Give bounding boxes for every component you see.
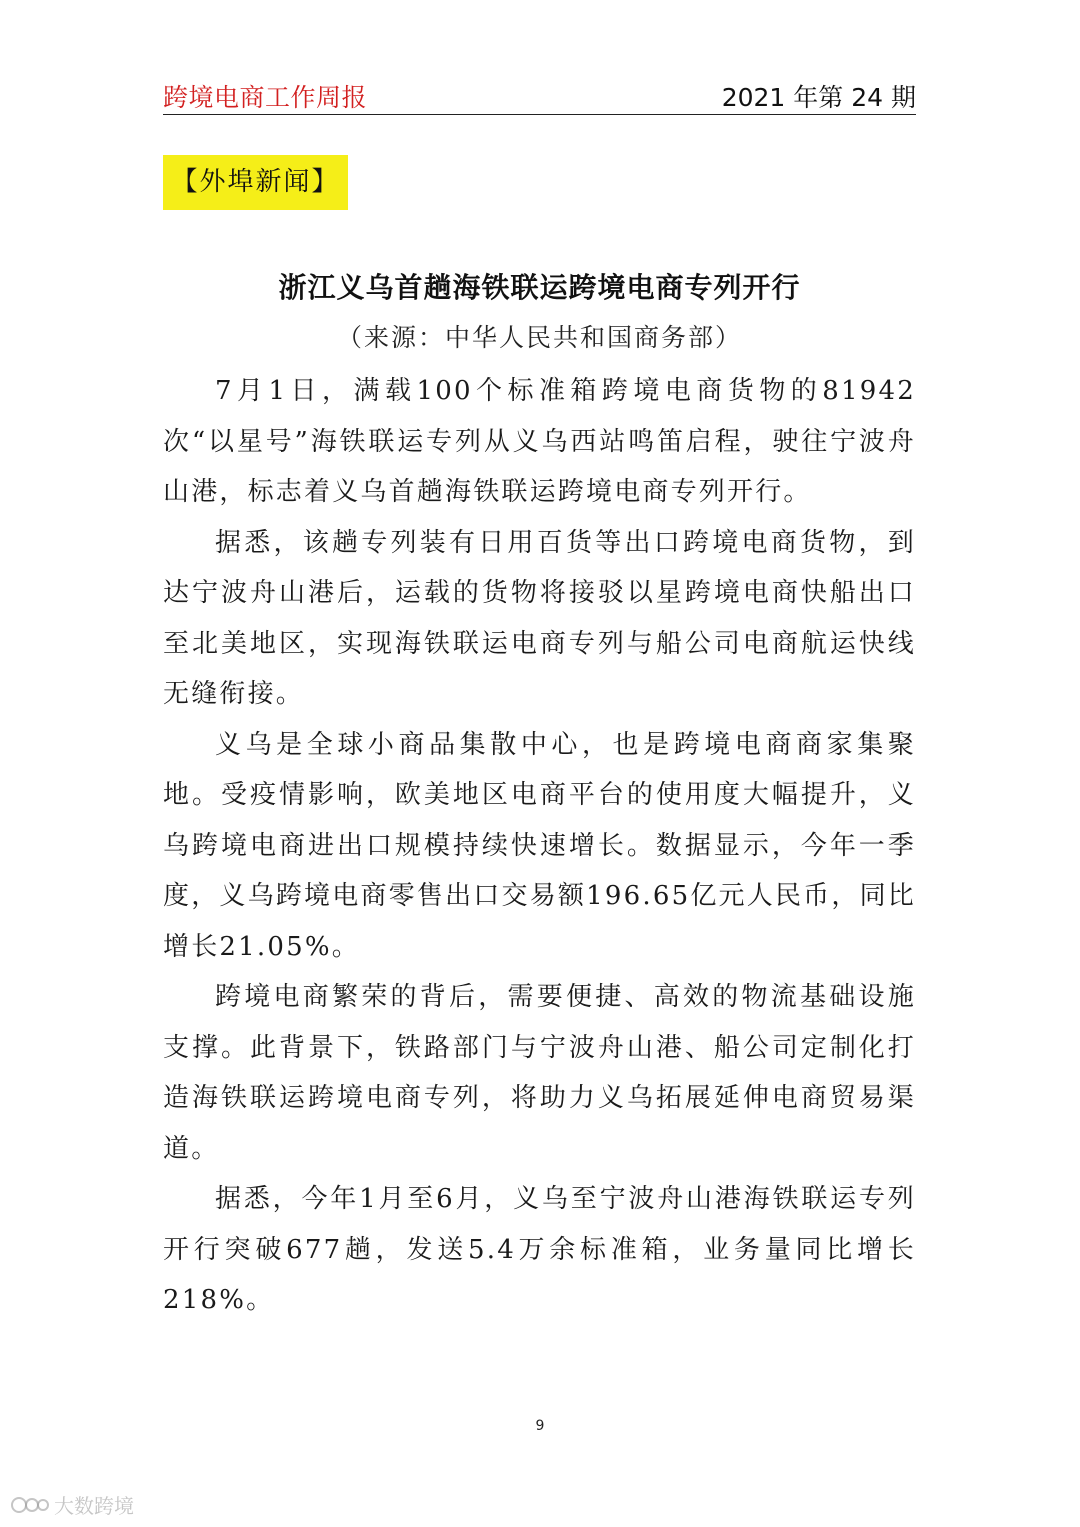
paragraph: 7月1日，满载100个标准箱跨境电商货物的81942次“以星号”海铁联运专列从义乌西站鸣笛启程，驶往宁波舟山港，标志着义乌首趟海铁联运跨境电商专列开行。 — [163, 376, 916, 507]
page-number: 9 — [535, 1418, 545, 1434]
watermark — [10, 1490, 134, 1519]
article-source: （来源：中华人民共和国商务部） — [336, 323, 742, 352]
article-title: 浙江义乌首趟海铁联运跨境电商专列开行 — [278, 271, 801, 304]
paragraph: 据悉，今年1月至6月，义乌至宁波舟山港海铁联运专列开行突破677趟，发送5.4万余标准箱，业务量同比增长218%。 — [163, 1184, 916, 1315]
paragraph: 义乌是全球小商品集散中心，也是跨境电商商家集聚地。受疫情影响，欧美地区电商平台的使用度大幅提升，义乌跨境电商进出口规模持续快速增长。数据显示，今年一季度，义乌跨境电商零售出口交易额196.65亿元人民币，同比增长21.05%。 — [163, 729, 916, 962]
document-header — [163, 74, 916, 115]
issue-number: 2021 年第 24 期 — [721, 83, 916, 112]
paragraph: 据悉，该趟专列装有日用百货等出口跨境电商货物，到达宁波舟山港后，运载的货物将接驳以星跨境电商快船出口至北美地区，实现海铁联运电商专列与船公司电商航运快线无缝衔接。 — [163, 527, 916, 709]
publication-name: 跨境电商工作周报 — [163, 83, 368, 112]
article-body — [163, 366, 916, 1326]
section-tag: 【外埠新闻】 — [163, 155, 348, 210]
paragraph: 跨境电商繁荣的背后，需要便捷、高效的物流基础设施支撑。此背景下，铁路部门与宁波舟山港、船公司定制化打造海铁联运跨境电商专列，将助力义乌拓展延伸电商贸易渠道。 — [163, 982, 916, 1164]
watermark-text: 大数跨境 — [54, 1494, 134, 1518]
watermark-logo-icon — [10, 1492, 50, 1518]
